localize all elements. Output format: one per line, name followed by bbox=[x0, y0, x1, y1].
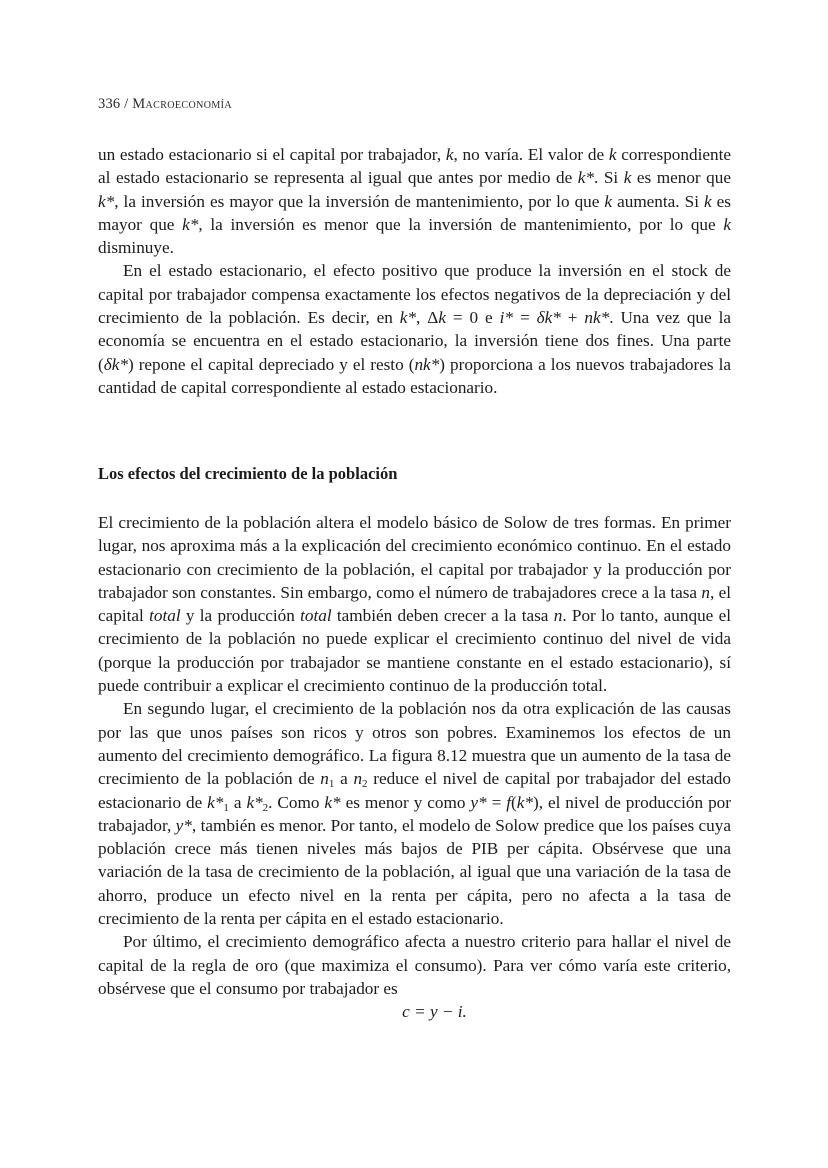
math-variable: k bbox=[608, 145, 617, 164]
math-variable: n bbox=[553, 606, 563, 626]
equation-consumption: c = y − i. bbox=[402, 1002, 467, 1022]
book-title: Macroeconomía bbox=[132, 96, 233, 112]
math-variable: k bbox=[438, 308, 446, 328]
subscript: 2 bbox=[262, 801, 269, 814]
math-variable: k* bbox=[207, 792, 224, 812]
running-head-separator: / bbox=[120, 96, 133, 112]
math-variable: k bbox=[445, 145, 454, 164]
math-variable: y* bbox=[470, 792, 487, 812]
math-variable: k* bbox=[577, 168, 594, 188]
math-variable: n bbox=[353, 769, 363, 789]
math-variable: k* bbox=[516, 792, 533, 812]
math-variable: n bbox=[320, 769, 329, 789]
math-variable: k bbox=[623, 168, 632, 188]
paragraph: En segundo lugar, el crecimiento de la población nos da otra explicación de las causas por las que unos países son ricos y otros son pobres. Examinemos los efectos de un aumento del crecimiento demográfico. La figura 8.12 muestra que un aumento de la tasa de crecimiento de la población de $n_1$ a $n_2$ reduce el nivel de capital por trabajador del estado estacionario de $k*_1$ a $k*_2$. Como k* es menor y como y* = f(k*), el nivel de producción por trabajador, y*, también es menor. Por tanto, el modelo de Solow predice que los países cuya población crece más tienen niveles más bajos de PIB per cápita. Obsérvese que una variación de la tasa de crecimiento de la población, al igual que una variación de la tasa de ahorro, produce un efecto nivel en la renta per cápita, pero no afecta a la tasa de crecimiento de la renta per cápita en el estado estacionario. bbox=[98, 699, 731, 929]
paragraph: En el estado estacionario, el efecto positivo que produce la inversión en el stock de capital por trabajador compensa exactamente los efectos negativos de la depreciación y del crecimiento de la población. Es decir, en k*, Δk = 0 e i* = δk* + nk*. Una vez que la economía se encuentra en el estado estacionario, la inversión tiene dos fines. Una parte (δk*) repone el capital depreciado y el resto (nk*) proporciona a los nuevos trabajadores la cantidad de capital correspondiente al estado estacionario. bbox=[98, 261, 731, 397]
math-variable: nk* bbox=[584, 308, 610, 328]
math-variable: k* bbox=[399, 308, 417, 328]
math-variable: nk* bbox=[414, 354, 440, 374]
paragraph: un estado estacionario si el capital por trabajador, k, no varía. El valor de k correspondiente al estado estacionario se representa al igual que antes por medio de k*. Si k es menor que k*, la inversión es mayor que la inversión de mantenimiento, por lo que k aumenta. Si k es mayor que k*, la inversión es menor que la inversión de mantenimiento, por lo que k disminuye. bbox=[98, 145, 732, 258]
subscript: 1 bbox=[223, 801, 229, 814]
math-variable: k bbox=[723, 214, 731, 234]
section-2-text bbox=[98, 511, 731, 1024]
math-variable: i* bbox=[499, 308, 514, 328]
page-number: 336 bbox=[98, 96, 121, 112]
paragraph: Por último, el crecimiento demográfico afecta a nuestro criterio para hallar el nivel de capital de la regla de oro (que maximiza el consumo). Para ver cómo varía este criterio, obsérvese que el consumo por trabajador es bbox=[98, 932, 731, 998]
paragraph: El crecimiento de la población altera el modelo básico de Solow de tres formas. En primer lugar, nos aproxima más a la explicación del crecimiento económico continuo. En el estado estacionario con crecimiento de la población, el capital por trabajador y la producción por trabajador son constantes. Sin embargo, como el número de trabajadores crece a la tasa n, el capital total y la producción total también deben crecer a la tasa n. Por lo tanto, aunque el crecimiento de la población no puede explicar el crecimiento continuo del nivel de vida (porque la producción por trabajador se mantiene constante en el estado estacionario), sí puede contribuir a explicar el crecimiento continuo de la producción total. bbox=[98, 513, 731, 696]
running-head bbox=[98, 96, 232, 113]
math-variable: total bbox=[300, 606, 332, 626]
section-1-text bbox=[98, 143, 731, 399]
math-variable: k* bbox=[324, 792, 341, 812]
math-variable: k* bbox=[246, 792, 263, 812]
math-variable: total bbox=[149, 606, 181, 626]
subscript: 2 bbox=[362, 778, 368, 791]
subscript: 1 bbox=[328, 778, 335, 791]
math-variable: n bbox=[701, 582, 710, 602]
math-variable: y* bbox=[175, 815, 192, 835]
math-variable: k* bbox=[98, 191, 115, 211]
math-variable: k bbox=[604, 191, 613, 211]
math-variable: δk* bbox=[536, 308, 561, 328]
math-variable: k bbox=[704, 191, 712, 211]
math-variable: f bbox=[506, 792, 512, 812]
section-heading: Los efectos del crecimiento de la población bbox=[98, 464, 398, 483]
math-variable: k* bbox=[182, 214, 199, 234]
math-variable: δk* bbox=[103, 354, 128, 374]
